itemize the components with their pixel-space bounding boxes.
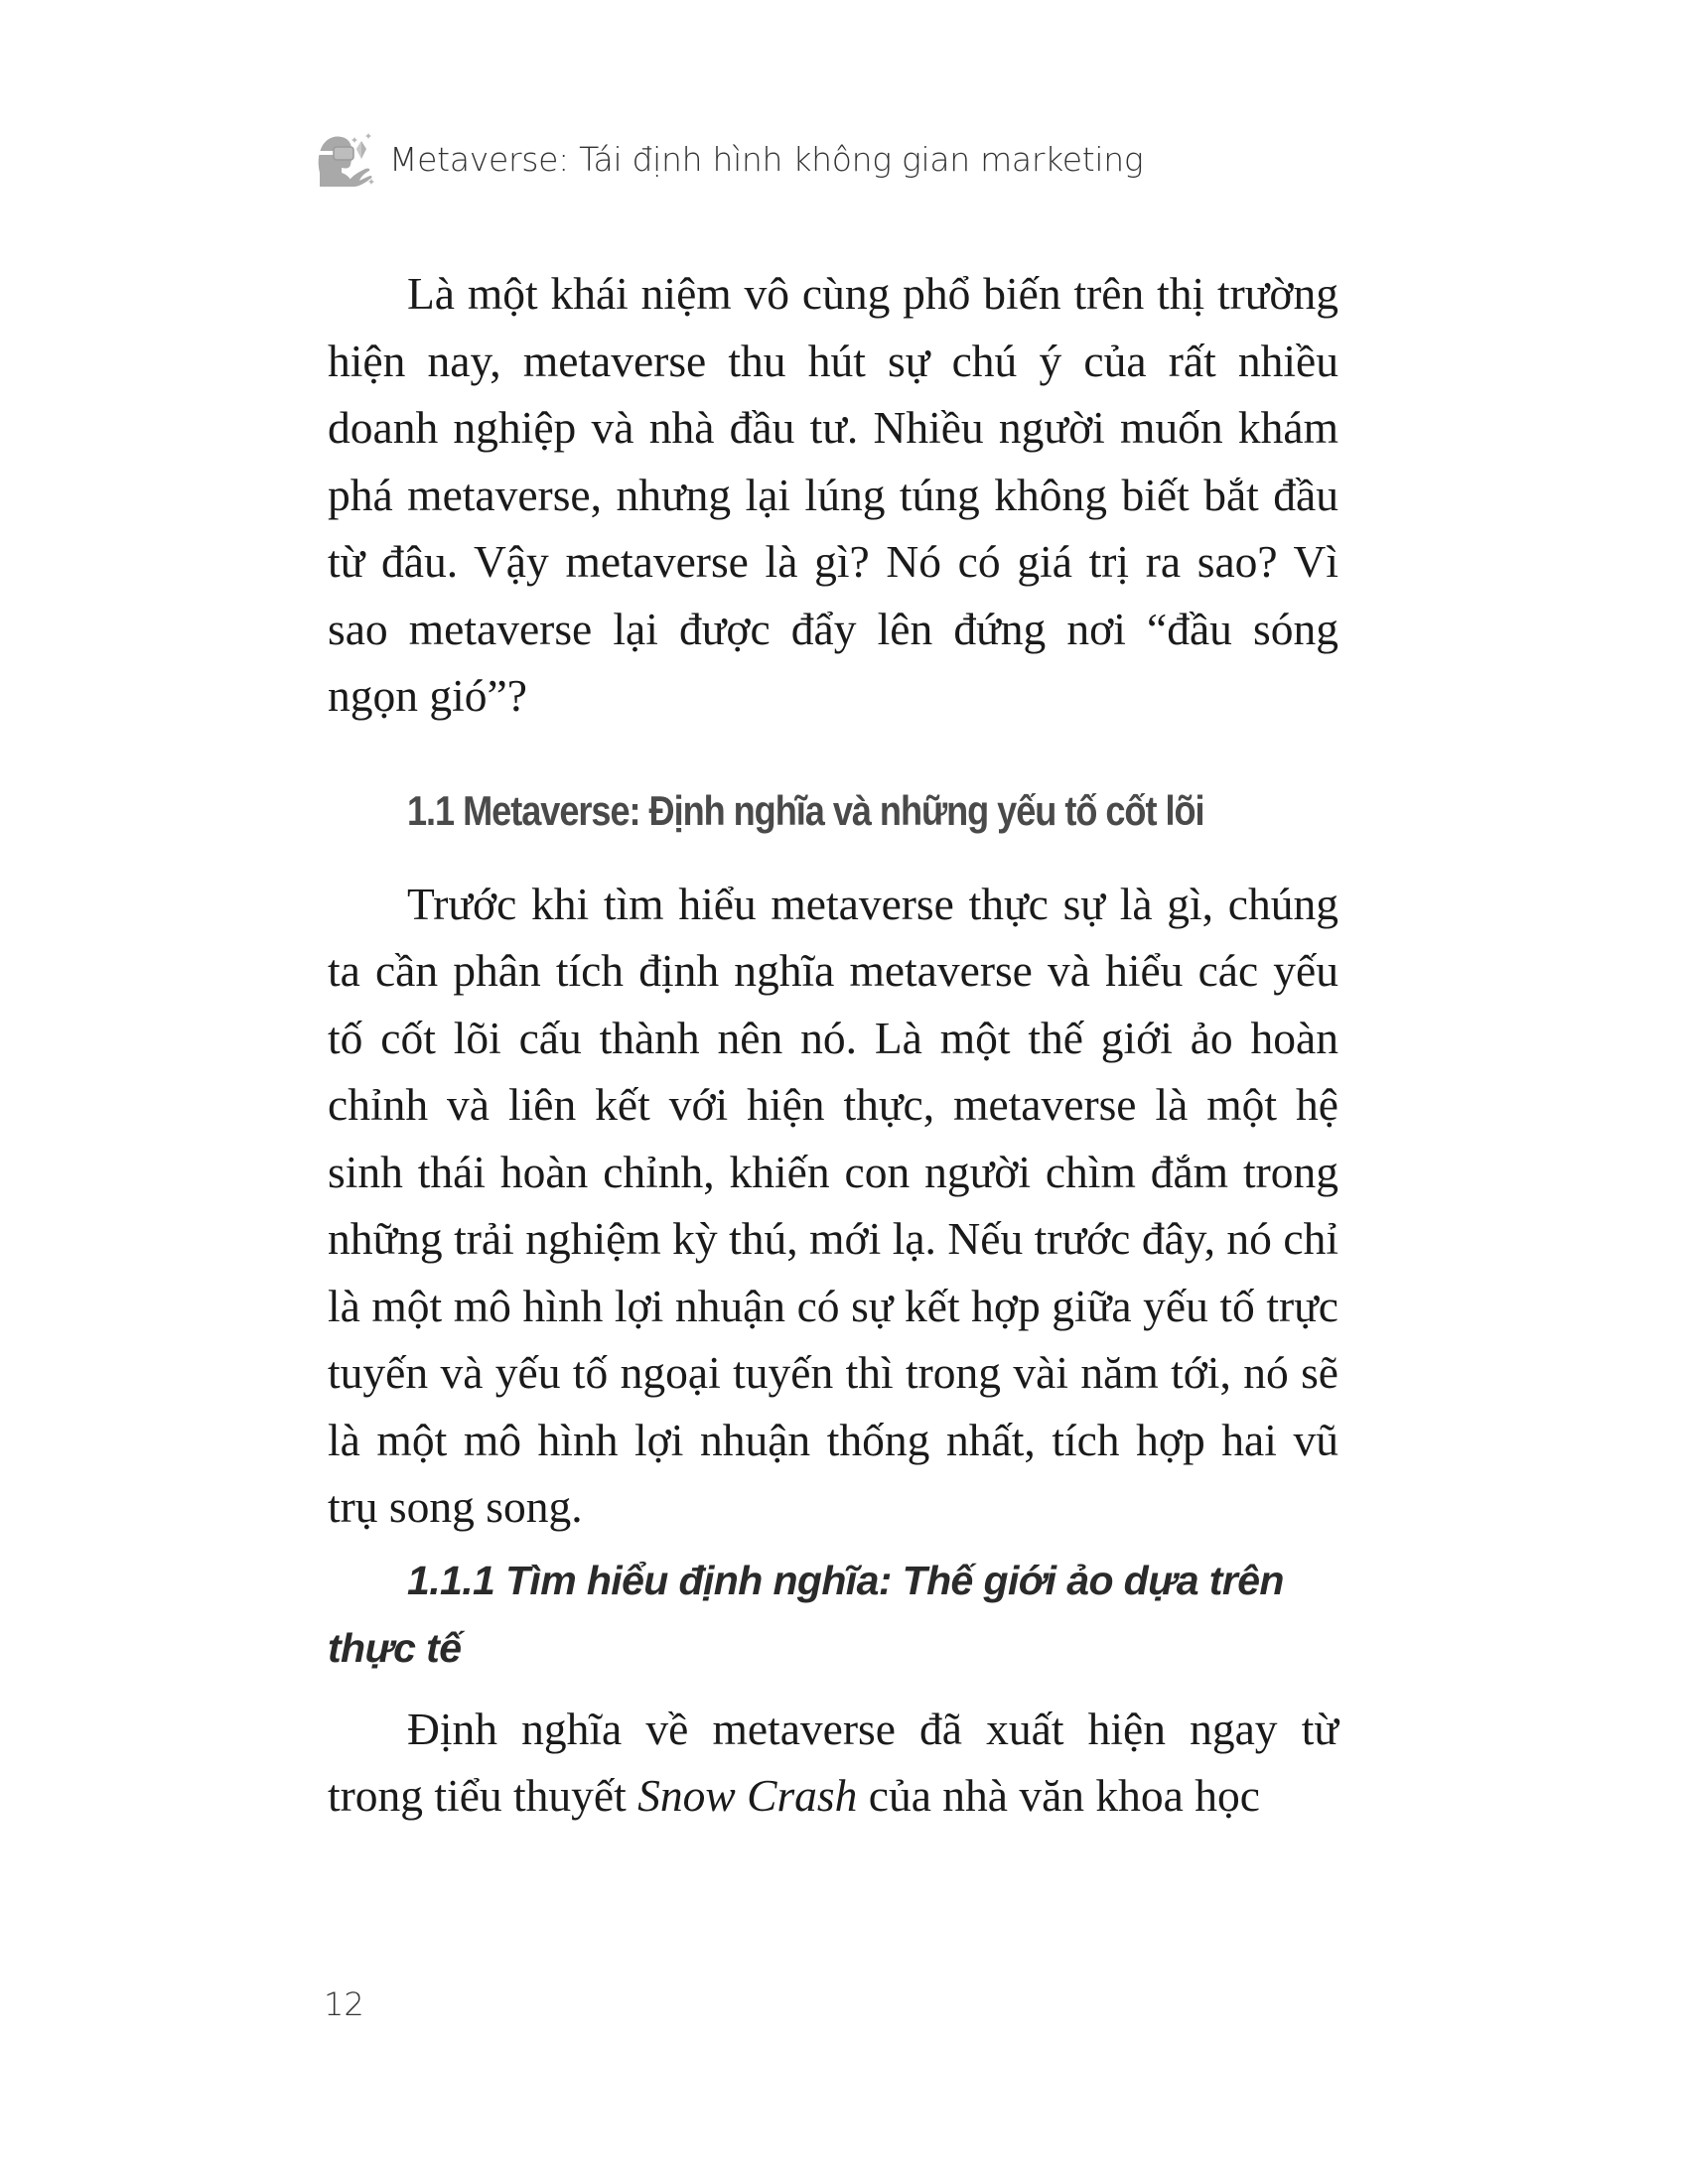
page-content xyxy=(328,260,1338,1830)
vr-headset-person-icon xyxy=(314,129,377,189)
paragraph-text-start: Định nghĩa về metaverse đã xuất hiện ngay từ trong tiểu thuyết xyxy=(328,1703,1338,1821)
subsection-paragraph xyxy=(328,1696,1338,1830)
paragraph-text-end: của nhà văn khoa học xyxy=(857,1770,1260,1821)
subsection-heading: 1.1.1 Tìm hiểu định nghĩa: Thế giới ảo dựa trên thực tế xyxy=(328,1557,1284,1671)
running-header xyxy=(314,129,1143,189)
book-title: Snow Crash xyxy=(637,1770,858,1821)
page-number: 12 xyxy=(324,1985,364,2023)
section-paragraph: Trước khi tìm hiểu metaverse thực sự là gì, chúng ta cần phân tích định nghĩa metaverse và hiểu các yếu tố cốt lõi cấu thành nên nó. Là một thế giới ảo hoàn chỉnh và liên kết với hiện thực, metaverse là một hệ sinh thái hoàn chỉnh, khiến con người chìm đắm trong những trải nghiệm kỳ thú, mới lạ. Nếu trước đây, nó chỉ là một mô hình lợi nhuận có sự kết hợp giữa yếu tố trực tuyến và yếu tố ngoại tuyến thì trong vài năm tới, nó sẽ là một mô hình lợi nhuận thống nhất, tích hợp hai vũ trụ song song. xyxy=(328,878,1338,1532)
intro-paragraph: Là một khái niệm vô cùng phổ biến trên thị trường hiện nay, metaverse thu hút sự chú ý của rất nhiều doanh nghiệp và nhà đầu tư. Nhiều người muốn khám phá metaverse, nhưng lại lúng túng không biết bắt đầu từ đâu. Vậy metaverse là gì? Nó có giá trị ra sao? Vì sao metaverse lại được đẩy lên đứng nơi “đầu sóng ngọn gió”? xyxy=(328,268,1338,721)
running-title: Metaverse: Tái định hình không gian marketing xyxy=(389,139,1144,179)
section-heading: 1.1 Metaverse: Định nghĩa và những yếu tố cốt lõi xyxy=(407,786,1204,834)
